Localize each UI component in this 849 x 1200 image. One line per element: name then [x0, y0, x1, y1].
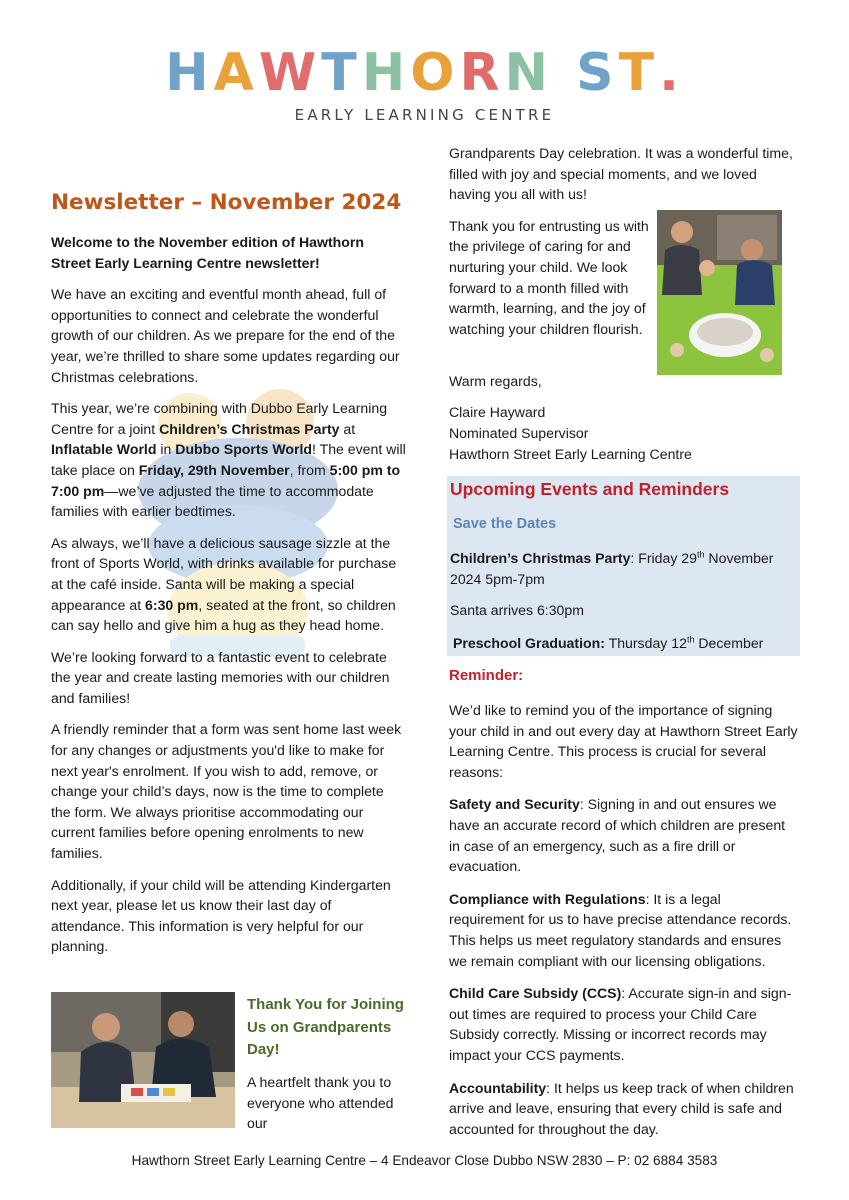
thank-you-paragraph: Thank you for entrusting us with the privilege of caring for and nurturing your child. We look forward to a month filled with warmth, learning, and the joy of watching your children flourish. [449, 217, 649, 337]
upcoming-events-box [447, 476, 800, 656]
logo-letter: H [165, 43, 214, 103]
save-the-dates-heading: Save the Dates [453, 516, 557, 532]
logo-letter: . [659, 43, 684, 103]
logo-subtitle: EARLY LEARNING CENTRE [294, 106, 555, 124]
newsletter-title: Newsletter – November 2024 [51, 190, 402, 215]
signature-name: Claire Hayward [449, 404, 546, 421]
logo-letter: N [504, 43, 554, 103]
reminder-heading: Reminder: [449, 667, 524, 684]
logo-letter: A [213, 43, 259, 103]
newsletter-right-column [449, 143, 799, 464]
reminder-item: Child Care Subsidy (CCS): Accurate sign-in and sign-out times are required to process your Child Care Subsidy correctly. Missing or incorrect records may impact your CCS payments. [449, 985, 792, 1063]
enrolment-reminder-paragraph: A friendly reminder that a form was sent home last week for any changes or adjustments you'd like to make for next year's enrolment. If you wish to add, remove, or change your child’s days, now is the time to complete the form. We always prioritise accommodating our current families before opening enrolments to new families. [51, 721, 402, 862]
intro-paragraph: We have an exciting and eventful month ahead, full of opportunities to connect and celebrate the wonderful growth of our children. As we prepare for the end of the year, we’re thrilled to share some updates regarding our Christmas celebrations. [51, 286, 400, 385]
grandparents-day-text: A heartfelt thank you to everyone who attended our [247, 1074, 394, 1132]
reminder-item: Accountability: It helps us keep track of when children arrive and leave, ensuring that every child is safe and accounted for throughout the day. [449, 1079, 794, 1137]
upcoming-events-heading: Upcoming Events and Reminders [450, 479, 730, 499]
logo-letter: S [576, 43, 619, 103]
looking-forward-paragraph: We’re looking forward to a fantastic event to celebrate the year and create lasting memories with our children and families! [51, 648, 390, 706]
christmas-party-event: Children’s Christmas Party: Friday 29th November 2024 5pm-7pm [450, 549, 774, 587]
santa-paragraph: As always, we’ll have a delicious sausage sizzle at the front of Sports World, with drinks available for purchase at the café inside. Santa will be making a special appearance at 6:30 pm, seated at the front, so children can say hello and give him a hug as they head home. [51, 534, 397, 634]
logo-letter [553, 46, 576, 100]
closing-greeting: Warm regards, [449, 372, 542, 389]
logo-letter: T [321, 43, 362, 103]
grandparents-continued-paragraph: Grandparents Day celebration. It was a wonderful time, filled with joy and special moments, and we loved having you all with us! [449, 145, 793, 203]
welcome-text: Welcome to the November edition of Hawthorn Street Early Learning Centre newsletter! [51, 234, 364, 271]
newsletter-left-column [51, 188, 407, 968]
reminder-item: Compliance with Regulations: It is a legal requirement for us to have precise attendance records. This helps us meet regulatory standards and ensures we remain compliant with our licensing obligations. [449, 890, 792, 969]
logo-letter: R [459, 43, 505, 103]
footer-contact: Hawthorn Street Early Learning Centre – 4 Endeavor Close Dubbo NSW 2830 – P: 02 6884 3583 [131, 1153, 718, 1168]
logo-letter: O [410, 43, 460, 103]
santa-arrival-event: Santa arrives 6:30pm [450, 602, 584, 618]
signature-organisation: Hawthorn Street Early Learning Centre [449, 445, 692, 462]
kindergarten-paragraph: Additionally, if your child will be attending Kindergarten next year, please let us know their last day of attendance. This information is very helpful for our planning. [51, 876, 391, 955]
logo-letter: W [258, 43, 322, 103]
grandparents-day-photo [51, 992, 235, 1128]
reminder-intro: We’d like to remind you of the importance of signing your child in and out every day at Hawthorn Street Early Learning Centre. This process is crucial for several reasons: [449, 702, 798, 780]
reminder-item: Safety and Security: Signing in and out ensures we have an accurate record of which children are present in case of an emergency, such as a fire drill or evacuation. [449, 796, 786, 875]
classroom-activity-photo [657, 210, 782, 375]
logo-letter: H [361, 43, 411, 103]
grandparents-day-heading: Thank You for Joining Us on Grandparents Day! [247, 996, 404, 1058]
christmas-party-paragraph: This year, we’re combining with Dubbo Early Learning Centre for a joint Children’s Christmas Party at Inflatable World in Dubbo Sports World! The event will take place on Friday, 29th November, from 5:00 pm to 7:00 pm—we’ve adjusted the time to accommodate families with earlier bedtimes. [51, 400, 406, 520]
reminder-section [449, 700, 799, 1151]
grandparents-day-section [51, 992, 411, 1132]
preschool-graduation-event: Preschool Graduation: Thursday 12th December [453, 634, 764, 651]
logo-title [0, 43, 849, 103]
centre-logo [0, 43, 849, 124]
logo-letter: T [618, 43, 660, 103]
signature-role: Nominated Supervisor [449, 424, 589, 441]
